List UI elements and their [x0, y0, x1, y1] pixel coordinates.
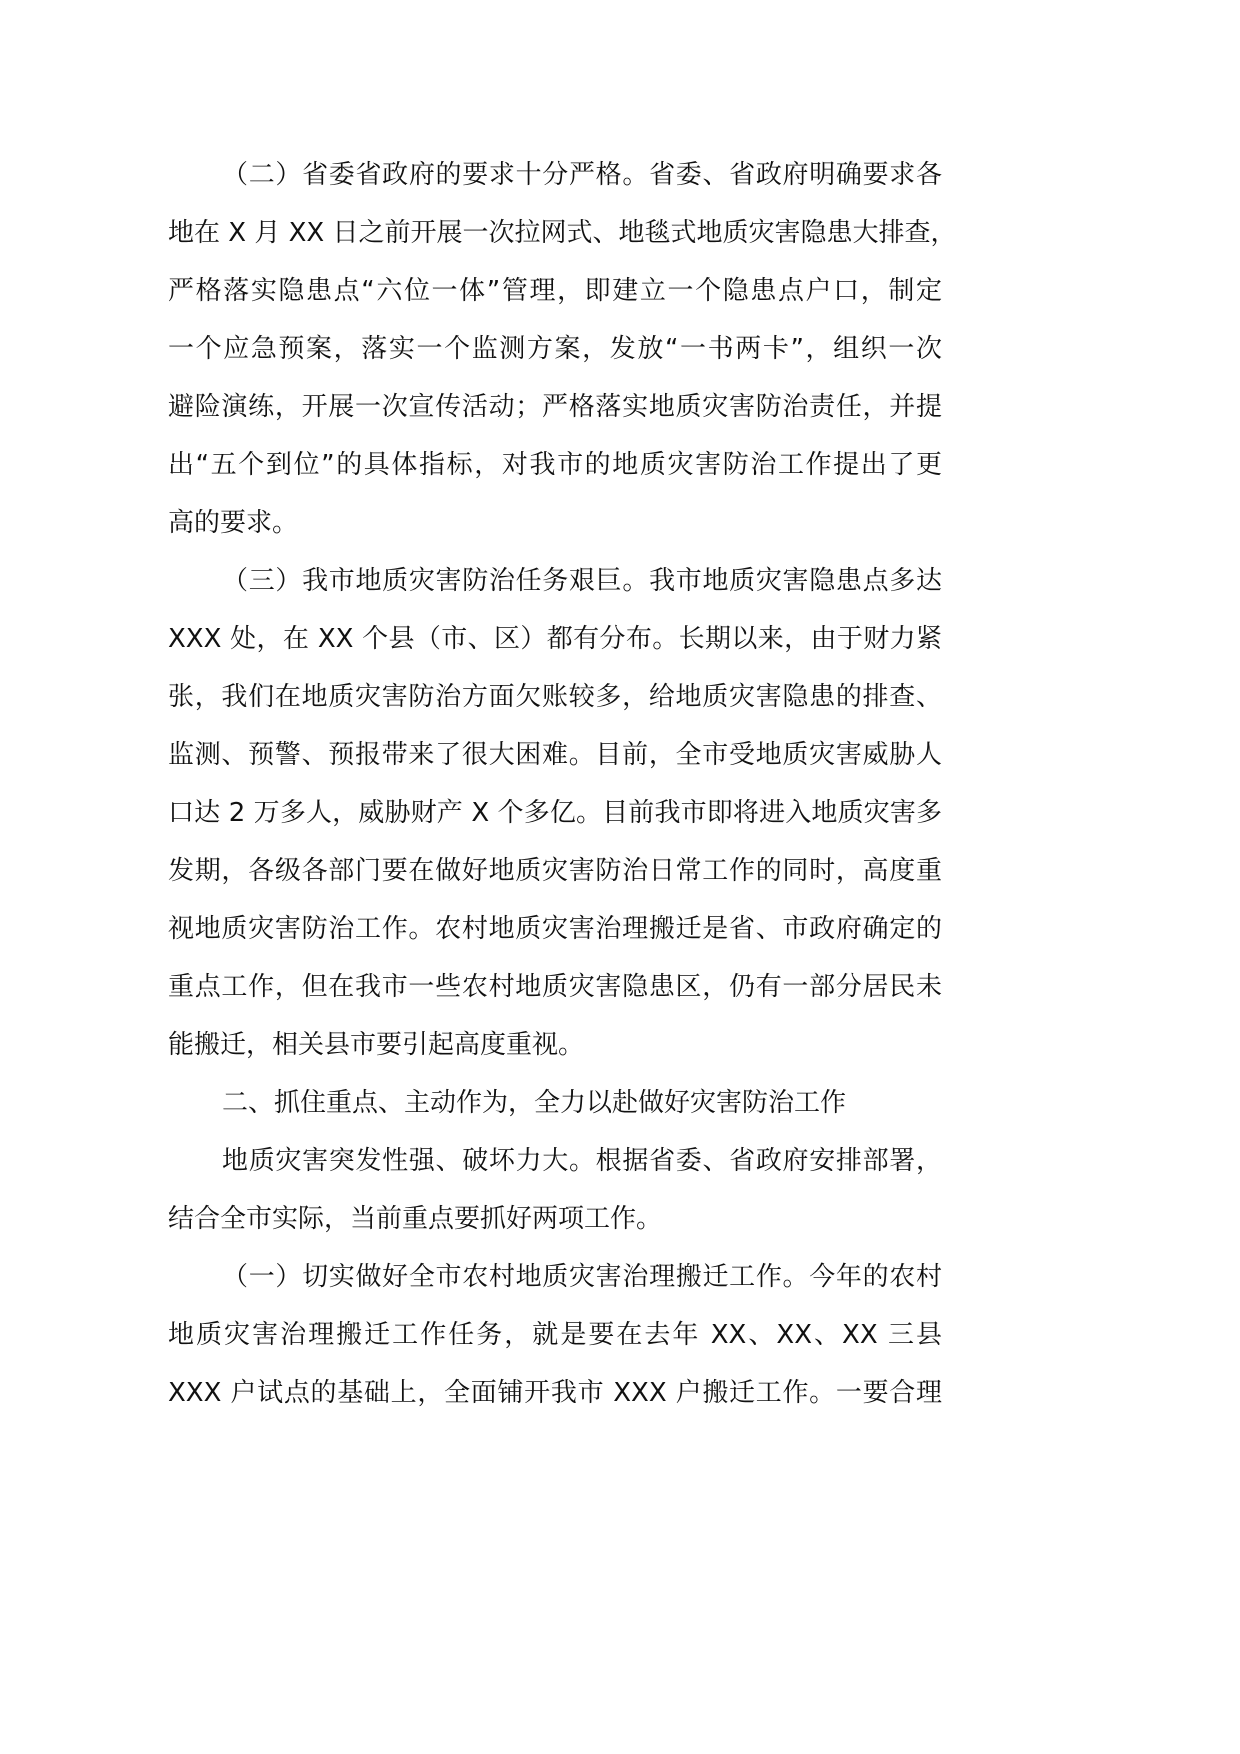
- text-line: 出“五个到位”的具体指标，对我市的地质灾害防治工作提出了更: [168, 450, 942, 480]
- text-line: 地质灾害治理搬迁工作任务，就是要在去年 XX、XX、XX 三县: [168, 1320, 942, 1350]
- text-line: 张，我们在地质灾害防治方面欠账较多，给地质灾害隐患的排查、: [168, 682, 942, 712]
- text-line: 口达 2 万多人，威胁财产 X 个多亿。目前我市即将进入地质灾害多: [168, 798, 942, 828]
- text-line: 地质灾害突发性强、破坏力大。根据省委、省政府安排部署，: [222, 1146, 942, 1176]
- document-body: [168, 146, 957, 1422]
- paragraph: [168, 1132, 942, 1248]
- text-line: XXX 处，在 XX 个县（市、区）都有分布。长期以来，由于财力紧: [168, 624, 942, 654]
- text-line: 监测、预警、预报带来了很大困难。目前，全市受地质灾害威胁人: [168, 740, 942, 770]
- text-line: 避险演练，开展一次宣传活动；严格落实地质灾害防治责任，并提: [168, 392, 942, 422]
- text-line: （二）省委省政府的要求十分严格。省委、省政府明确要求各: [222, 160, 942, 190]
- text-line: 能搬迁，相关县市要引起高度重视。: [168, 1030, 585, 1060]
- text-line: 发期，各级各部门要在做好地质灾害防治日常工作的同时，高度重: [168, 856, 942, 886]
- text-line: （三）我市地质灾害防治任务艰巨。我市地质灾害隐患点多达: [222, 566, 942, 596]
- paragraph: [168, 552, 942, 1074]
- text-line: 结合全市实际，当前重点要抓好两项工作。: [168, 1204, 663, 1234]
- paragraph: [168, 1248, 942, 1422]
- text-line: 地在 X 月 XX 日之前开展一次拉网式、地毯式地质灾害隐患大排查，: [168, 218, 957, 248]
- text-line: （一）切实做好全市农村地质灾害治理搬迁工作。今年的农村: [222, 1262, 942, 1292]
- text-line: 严格落实隐患点“六位一体”管理，即建立一个隐患点户口，制定: [168, 276, 942, 306]
- text-line: 二、抓住重点、主动作为，全力以赴做好灾害防治工作: [222, 1088, 847, 1118]
- paragraph: [168, 146, 957, 552]
- paragraph: [168, 1074, 942, 1132]
- text-line: 高的要求。: [168, 508, 299, 538]
- text-line: 一个应急预案，落实一个监测方案，发放“一书两卡”，组织一次: [168, 334, 942, 364]
- text-line: 重点工作，但在我市一些农村地质灾害隐患区，仍有一部分居民未: [168, 972, 942, 1002]
- text-line: XXX 户试点的基础上，全面铺开我市 XXX 户搬迁工作。一要合理: [168, 1378, 942, 1408]
- text-line: 视地质灾害防治工作。农村地质灾害治理搬迁是省、市政府确定的: [168, 914, 942, 944]
